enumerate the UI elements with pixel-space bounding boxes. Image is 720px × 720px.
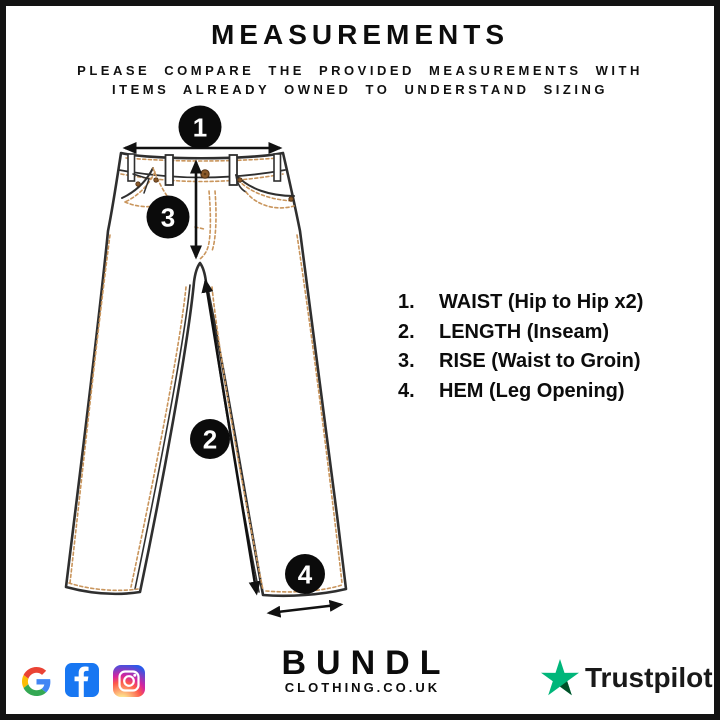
legend-item-hem bbox=[398, 377, 643, 407]
trustpilot-star-icon bbox=[540, 659, 580, 697]
measurement-legend bbox=[398, 288, 643, 406]
marker-1 bbox=[179, 106, 222, 149]
marker-4-number: 4 bbox=[297, 559, 313, 590]
trustpilot-logo bbox=[540, 659, 713, 697]
legend-number: 3. bbox=[398, 350, 415, 373]
legend-number: 4. bbox=[398, 379, 415, 402]
legend-number: 1. bbox=[398, 291, 415, 314]
subtitle-line-2: ITEMS ALREADY OWNED TO UNDERSTAND SIZING bbox=[112, 82, 608, 97]
page-title: MEASUREMENTS bbox=[210, 19, 509, 50]
marker-3 bbox=[147, 196, 190, 239]
jeans-outline bbox=[66, 153, 346, 596]
subtitle-line-1: PLEASE COMPARE THE PROVIDED MEASUREMENTS WITH bbox=[77, 63, 643, 78]
legend-item-rise bbox=[398, 347, 643, 377]
legend-item-waist bbox=[398, 288, 643, 318]
marker-2-number: 2 bbox=[202, 424, 218, 455]
legend-label: LENGTH (Inseam) bbox=[439, 320, 610, 343]
brand-name: BUNDL bbox=[281, 644, 451, 682]
marker-1-number: 1 bbox=[192, 112, 208, 143]
legend-label: WAIST (Hip to Hip x2) bbox=[439, 291, 644, 314]
marker-2 bbox=[190, 419, 230, 459]
legend-item-length bbox=[398, 318, 643, 348]
marker-3-number: 3 bbox=[160, 202, 176, 233]
jeans-button bbox=[201, 170, 209, 178]
marker-4 bbox=[285, 554, 325, 594]
trustpilot-label: Trustpilot bbox=[585, 662, 713, 693]
legend-number: 2. bbox=[398, 320, 415, 343]
legend-label: HEM (Leg Opening) bbox=[439, 379, 625, 402]
legend-label: RISE (Waist to Groin) bbox=[439, 350, 641, 373]
brand-domain: CLOTHING.CO.UK bbox=[284, 680, 441, 695]
hem-arrow bbox=[269, 605, 341, 614]
